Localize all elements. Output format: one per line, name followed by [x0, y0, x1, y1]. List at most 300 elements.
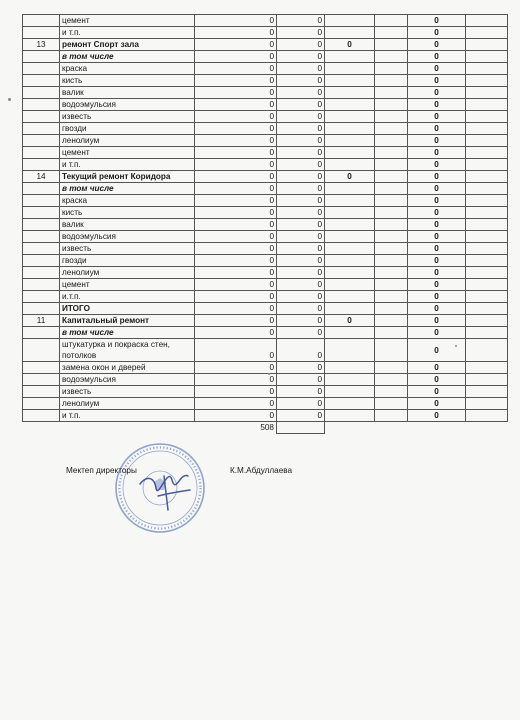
row-number-cell — [23, 267, 60, 279]
value-b-cell: 0 — [277, 219, 325, 231]
item-name-cell: краска — [60, 63, 195, 75]
value-e-cell: 0 — [408, 159, 466, 171]
table-row — [23, 374, 508, 386]
blank-cell — [466, 51, 508, 63]
table-row — [23, 327, 508, 339]
row-number-cell: 11 — [23, 315, 60, 327]
value-c-cell — [325, 291, 375, 303]
value-c-cell — [325, 219, 375, 231]
value-a-cell: 0 — [195, 279, 277, 291]
row-number-cell — [23, 111, 60, 123]
director-signature-line — [58, 466, 358, 480]
blank-cell — [375, 267, 408, 279]
table-row — [23, 219, 508, 231]
value-b-cell: 0 — [277, 15, 325, 27]
value-b-cell: 0 — [277, 39, 325, 51]
blank-cell — [466, 159, 508, 171]
item-name-cell: гвозди — [60, 123, 195, 135]
table-row — [23, 123, 508, 135]
value-b-cell: 0 — [277, 195, 325, 207]
blank-cell — [375, 422, 408, 434]
blank-cell — [466, 362, 508, 374]
item-name-cell: замена окон и дверей — [60, 362, 195, 374]
value-c-cell — [325, 398, 375, 410]
blank-cell — [375, 303, 408, 315]
item-name-cell: известь — [60, 386, 195, 398]
blank-cell — [23, 422, 60, 434]
blank-cell — [375, 183, 408, 195]
blank-cell — [375, 327, 408, 339]
value-a-cell: 0 — [195, 207, 277, 219]
item-name-cell: ленолиум — [60, 267, 195, 279]
value-c-cell: 0 — [325, 39, 375, 51]
blank-cell — [325, 422, 375, 434]
value-c-cell — [325, 159, 375, 171]
total-box — [277, 422, 325, 434]
table-row — [23, 39, 508, 51]
value-b-cell: 0 — [277, 339, 325, 362]
blank-cell — [375, 243, 408, 255]
value-e-cell: 0 — [408, 111, 466, 123]
table-row — [23, 315, 508, 327]
value-c-cell — [325, 374, 375, 386]
row-number-cell — [23, 279, 60, 291]
blank-cell — [466, 291, 508, 303]
value-e-cell: 0 — [408, 171, 466, 183]
value-e-cell: 0 — [408, 339, 466, 362]
value-a-cell: 0 — [195, 303, 277, 315]
table-row — [23, 27, 508, 39]
value-c-cell — [325, 339, 375, 362]
value-b-cell: 0 — [277, 362, 325, 374]
item-name-cell: и т.п. — [60, 27, 195, 39]
item-name-cell: известь — [60, 243, 195, 255]
item-name-cell: кисть — [60, 75, 195, 87]
item-name-cell: и.т.п. — [60, 291, 195, 303]
value-b-cell: 0 — [277, 147, 325, 159]
value-a-cell: 0 — [195, 362, 277, 374]
value-c-cell — [325, 255, 375, 267]
row-number-cell — [23, 231, 60, 243]
table-row — [23, 63, 508, 75]
value-b-cell: 0 — [277, 51, 325, 63]
value-a-cell: 0 — [195, 267, 277, 279]
blank-cell — [466, 75, 508, 87]
row-number-cell — [23, 183, 60, 195]
item-name-cell: ИТОГО — [60, 303, 195, 315]
row-number-cell — [23, 123, 60, 135]
value-e-cell: 0 — [408, 219, 466, 231]
table-row — [23, 75, 508, 87]
value-b-cell: 0 — [277, 255, 325, 267]
value-b-cell: 0 — [277, 87, 325, 99]
table-row — [23, 15, 508, 27]
value-a-cell: 0 — [195, 183, 277, 195]
item-name-cell: валик — [60, 87, 195, 99]
value-e-cell: 0 — [408, 291, 466, 303]
blank-cell — [466, 123, 508, 135]
blank-cell — [375, 87, 408, 99]
value-e-cell: 0 — [408, 231, 466, 243]
value-c-cell — [325, 267, 375, 279]
blank-cell — [466, 135, 508, 147]
value-c-cell — [325, 183, 375, 195]
item-name-cell: Текущий ремонт Коридора — [60, 171, 195, 183]
row-number-cell — [23, 219, 60, 231]
value-a-cell: 0 — [195, 159, 277, 171]
value-a-cell: 0 — [195, 63, 277, 75]
blank-cell — [60, 422, 195, 434]
value-b-cell: 0 — [277, 303, 325, 315]
table-body — [23, 15, 508, 434]
value-b-cell: 0 — [277, 267, 325, 279]
value-b-cell: 0 — [277, 231, 325, 243]
row-number-cell — [23, 410, 60, 422]
value-b-cell: 0 — [277, 171, 325, 183]
item-name-cell: водоэмульсия — [60, 99, 195, 111]
value-c-cell — [325, 99, 375, 111]
value-e-cell: 0 — [408, 99, 466, 111]
blank-cell — [375, 51, 408, 63]
value-a-cell: 0 — [195, 315, 277, 327]
row-number-cell — [23, 75, 60, 87]
value-a-cell: 0 — [195, 39, 277, 51]
value-e-cell: 0 — [408, 243, 466, 255]
value-e-cell: 0 — [408, 147, 466, 159]
row-number-cell — [23, 398, 60, 410]
value-b-cell: 0 — [277, 99, 325, 111]
table-row — [23, 386, 508, 398]
value-c-cell — [325, 147, 375, 159]
value-b-cell: 0 — [277, 63, 325, 75]
value-e-cell: 0 — [408, 39, 466, 51]
item-name-cell: водоэмульсия — [60, 374, 195, 386]
blank-cell — [466, 171, 508, 183]
value-c-cell — [325, 195, 375, 207]
table-row — [23, 183, 508, 195]
row-number-cell — [23, 63, 60, 75]
item-name-cell: цемент — [60, 15, 195, 27]
item-name-cell: ленолиум — [60, 398, 195, 410]
value-e-cell: 0 — [408, 87, 466, 99]
school-seal-stamp — [110, 436, 220, 536]
blank-cell — [375, 255, 408, 267]
value-a-cell: 0 — [195, 339, 277, 362]
value-c-cell — [325, 231, 375, 243]
value-a-cell: 0 — [195, 171, 277, 183]
value-e-cell: 0 — [408, 374, 466, 386]
value-e-cell: 0 — [408, 135, 466, 147]
value-a-cell: 0 — [195, 87, 277, 99]
value-b-cell: 0 — [277, 279, 325, 291]
value-e-cell: 0 — [408, 183, 466, 195]
blank-cell — [466, 39, 508, 51]
value-c-cell: 0 — [325, 171, 375, 183]
blank-cell — [375, 219, 408, 231]
value-e-cell: 0 — [408, 51, 466, 63]
blank-cell — [466, 147, 508, 159]
value-c-cell — [325, 279, 375, 291]
table-row — [23, 195, 508, 207]
item-name-cell: ленолиум — [60, 135, 195, 147]
item-name-cell: известь — [60, 111, 195, 123]
blank-cell — [375, 111, 408, 123]
value-b-cell: 0 — [277, 291, 325, 303]
row-number-cell — [23, 159, 60, 171]
value-a-cell: 0 — [195, 410, 277, 422]
value-a-cell: 0 — [195, 15, 277, 27]
blank-cell — [375, 195, 408, 207]
scan-speck — [8, 98, 11, 101]
value-e-cell: 0 — [408, 410, 466, 422]
signatory-name: К.М.Абдуллаева — [230, 466, 293, 475]
table-row — [23, 159, 508, 171]
blank-cell — [466, 183, 508, 195]
value-c-cell — [325, 87, 375, 99]
value-e-cell: 0 — [408, 75, 466, 87]
table-row — [23, 87, 508, 99]
table-row — [23, 207, 508, 219]
blank-cell — [375, 339, 408, 362]
value-e-cell: 0 — [408, 267, 466, 279]
value-c-cell — [325, 135, 375, 147]
blank-cell — [375, 279, 408, 291]
blank-cell — [375, 207, 408, 219]
value-e-cell: 0 — [408, 63, 466, 75]
item-name-cell: цемент — [60, 279, 195, 291]
blank-cell — [375, 374, 408, 386]
table-row — [23, 398, 508, 410]
value-a-cell: 0 — [195, 219, 277, 231]
value-a-cell: 0 — [195, 51, 277, 63]
value-e-cell: 0 — [408, 315, 466, 327]
table-row — [23, 362, 508, 374]
scan-speck — [268, 373, 270, 375]
value-b-cell: 0 — [277, 75, 325, 87]
value-c-cell — [325, 207, 375, 219]
table-row — [23, 231, 508, 243]
row-number-cell — [23, 99, 60, 111]
table-row — [23, 171, 508, 183]
item-name-cell: в том числе — [60, 183, 195, 195]
blank-cell — [466, 219, 508, 231]
value-c-cell — [325, 51, 375, 63]
value-b-cell: 0 — [277, 207, 325, 219]
blank-cell — [375, 386, 408, 398]
table-row — [23, 279, 508, 291]
value-a-cell: 0 — [195, 195, 277, 207]
blank-cell — [375, 39, 408, 51]
value-c-cell — [325, 75, 375, 87]
table-row — [23, 51, 508, 63]
blank-cell — [466, 99, 508, 111]
blank-cell — [466, 339, 508, 362]
blank-cell — [375, 291, 408, 303]
value-b-cell: 0 — [277, 315, 325, 327]
blank-cell — [375, 410, 408, 422]
item-name-cell: цемент — [60, 147, 195, 159]
blank-cell — [466, 398, 508, 410]
value-a-cell: 0 — [195, 398, 277, 410]
blank-cell — [466, 63, 508, 75]
value-c-cell — [325, 386, 375, 398]
value-c-cell — [325, 303, 375, 315]
blank-cell — [466, 422, 508, 434]
value-c-cell — [325, 15, 375, 27]
row-number-cell — [23, 207, 60, 219]
value-a-cell: 0 — [195, 123, 277, 135]
signature-label: Мектеп директоры — [66, 466, 137, 475]
value-b-cell: 0 — [277, 123, 325, 135]
blank-cell — [466, 27, 508, 39]
blank-cell — [466, 410, 508, 422]
item-name-cell: штукатурка и покраска стен, потолков — [60, 339, 195, 362]
value-e-cell: 0 — [408, 362, 466, 374]
item-name-cell: водоэмульсия — [60, 231, 195, 243]
value-e-cell: 0 — [408, 327, 466, 339]
blank-cell — [466, 15, 508, 27]
table-row — [23, 339, 508, 362]
value-a-cell: 0 — [195, 111, 277, 123]
table-row — [23, 291, 508, 303]
value-a-cell: 0 — [195, 291, 277, 303]
item-name-cell: и т.п. — [60, 159, 195, 171]
value-a-cell: 0 — [195, 27, 277, 39]
blank-cell — [466, 207, 508, 219]
value-a-cell: 0 — [195, 243, 277, 255]
row-number-cell — [23, 291, 60, 303]
total-value: 508 — [260, 423, 274, 433]
row-number-cell — [23, 147, 60, 159]
value-c-cell: 0 — [325, 315, 375, 327]
value-c-cell — [325, 243, 375, 255]
row-number-cell — [23, 362, 60, 374]
blank-cell — [466, 111, 508, 123]
value-c-cell — [325, 27, 375, 39]
value-e-cell: 0 — [408, 207, 466, 219]
value-b-cell: 0 — [277, 243, 325, 255]
value-b-cell: 0 — [277, 410, 325, 422]
row-number-cell — [23, 386, 60, 398]
blank-cell — [375, 27, 408, 39]
blank-cell — [375, 123, 408, 135]
blank-cell — [375, 75, 408, 87]
value-b-cell: 0 — [277, 374, 325, 386]
blank-cell — [375, 362, 408, 374]
value-a-cell: 0 — [195, 99, 277, 111]
blank-cell — [466, 374, 508, 386]
value-b-cell: 0 — [277, 327, 325, 339]
table-row — [23, 303, 508, 315]
value-a-cell: 0 — [195, 255, 277, 267]
row-number-cell — [23, 243, 60, 255]
value-c-cell — [325, 123, 375, 135]
value-e-cell: 0 — [408, 386, 466, 398]
value-e-cell: 0 — [408, 303, 466, 315]
item-name-cell: в том числе — [60, 327, 195, 339]
row-number-cell — [23, 374, 60, 386]
row-number-cell — [23, 15, 60, 27]
value-b-cell: 0 — [277, 183, 325, 195]
value-e-cell: 0 — [408, 398, 466, 410]
row-number-cell: 14 — [23, 171, 60, 183]
blank-cell — [375, 147, 408, 159]
item-name-cell: кисть — [60, 207, 195, 219]
blank-cell — [466, 231, 508, 243]
value-c-cell — [325, 327, 375, 339]
table-row — [23, 267, 508, 279]
total-row — [23, 422, 508, 434]
blank-cell — [466, 315, 508, 327]
value-a-cell: 0 — [195, 386, 277, 398]
blank-cell — [375, 171, 408, 183]
blank-cell — [375, 159, 408, 171]
value-e-cell: 0 — [408, 27, 466, 39]
value-b-cell: 0 — [277, 386, 325, 398]
item-name-cell: валик — [60, 219, 195, 231]
table-row — [23, 410, 508, 422]
value-e-cell: 0 — [408, 195, 466, 207]
blank-cell — [466, 255, 508, 267]
blank-cell — [466, 243, 508, 255]
row-number-cell — [23, 135, 60, 147]
value-a-cell: 0 — [195, 135, 277, 147]
row-number-cell — [23, 51, 60, 63]
blank-cell — [466, 87, 508, 99]
table-row — [23, 243, 508, 255]
value-a-cell: 0 — [195, 327, 277, 339]
blank-cell — [375, 135, 408, 147]
value-e-cell: 0 — [408, 279, 466, 291]
value-b-cell: 0 — [277, 135, 325, 147]
row-number-cell — [23, 327, 60, 339]
table-row — [23, 255, 508, 267]
blank-cell — [408, 422, 466, 434]
blank-cell — [466, 327, 508, 339]
item-name-cell: в том числе — [60, 51, 195, 63]
repair-budget-table — [22, 14, 508, 434]
blank-cell — [466, 386, 508, 398]
value-b-cell: 0 — [277, 111, 325, 123]
scan-speck — [455, 345, 457, 347]
blank-cell — [466, 279, 508, 291]
item-name-cell: Капитальный ремонт — [60, 315, 195, 327]
blank-cell — [375, 398, 408, 410]
value-c-cell — [325, 362, 375, 374]
value-b-cell: 0 — [277, 159, 325, 171]
value-a-cell: 0 — [195, 231, 277, 243]
value-c-cell — [325, 63, 375, 75]
value-e-cell: 0 — [408, 15, 466, 27]
item-name-cell: краска — [60, 195, 195, 207]
blank-cell — [375, 315, 408, 327]
row-number-cell: 13 — [23, 39, 60, 51]
blank-cell — [466, 195, 508, 207]
value-a-cell: 0 — [195, 147, 277, 159]
row-number-cell — [23, 87, 60, 99]
value-b-cell: 0 — [277, 27, 325, 39]
item-name-cell: ремонт Спорт зала — [60, 39, 195, 51]
item-name-cell: и т.п. — [60, 410, 195, 422]
table-row — [23, 135, 508, 147]
value-e-cell: 0 — [408, 123, 466, 135]
value-a-cell: 0 — [195, 75, 277, 87]
value-b-cell: 0 — [277, 398, 325, 410]
value-c-cell — [325, 410, 375, 422]
signature-scribble — [140, 476, 190, 510]
row-number-cell — [23, 339, 60, 362]
value-e-cell: 0 — [408, 255, 466, 267]
